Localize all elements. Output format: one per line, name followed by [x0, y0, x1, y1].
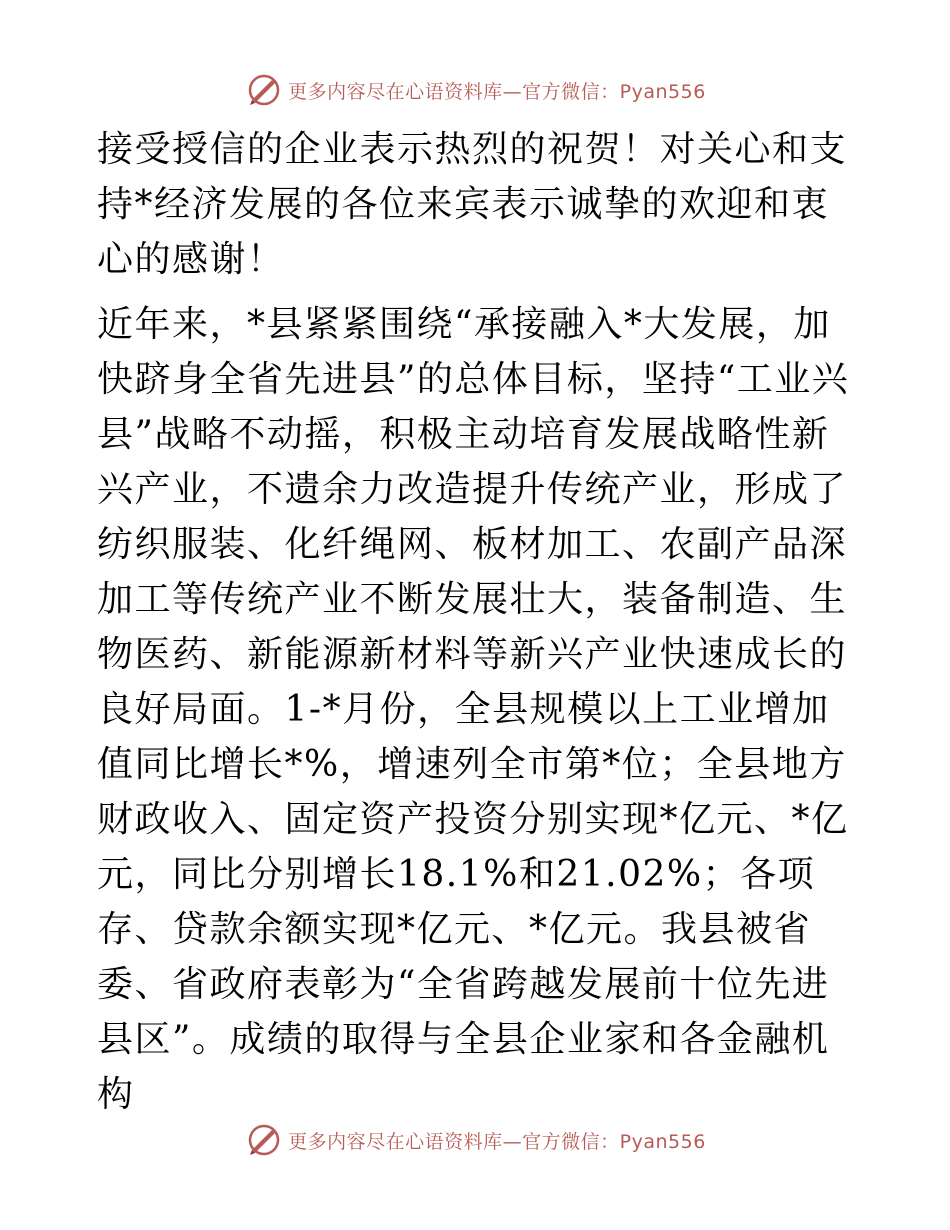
document-body [97, 122, 857, 1122]
footer-watermark [0, 1118, 950, 1162]
watermark-text: 更多内容尽在心语资料库—官方微信：Pyan556 [288, 80, 706, 103]
paragraph: 接受授信的企业表示热烈的祝贺！对关心和支持*经济发展的各位来宾表示诚挚的欢迎和衷心的感谢！ [97, 129, 848, 280]
header-watermark [0, 68, 950, 112]
watermark-text: 更多内容尽在心语资料库—官方微信：Pyan556 [288, 1130, 706, 1153]
paragraph: 近年来，*县紧紧围绕“承接融入*大发展，加快跻身全省先进县”的总体目标，坚持“工业兴县”战略不动摇，积极主动培育发展战略性新兴产业，不遗余力改造提升传统产业，形成了纺织服装、化纤绳网、板材加工、农副产品深加工等传统产业不断发展壮大，装备制造、生物医药、新能源新材料等新兴产业快速成长的良好局面。1-*月份，全县规模以上工业增加值同比增长*%，增速列全市第*位；全县地方财政收入、固定资产投资分别实现*亿元、*亿元，同比分别增长18.1%和21.02%；各项存、贷款余额实现*亿元、*亿元。我县被省委、省政府表彰为“全省跨越发展前十位先进县区”。成绩的取得与全县企业家和各金融机构 [97, 304, 850, 1115]
pen-circle-logo-icon [244, 1120, 284, 1160]
pen-circle-logo-icon [244, 70, 284, 110]
